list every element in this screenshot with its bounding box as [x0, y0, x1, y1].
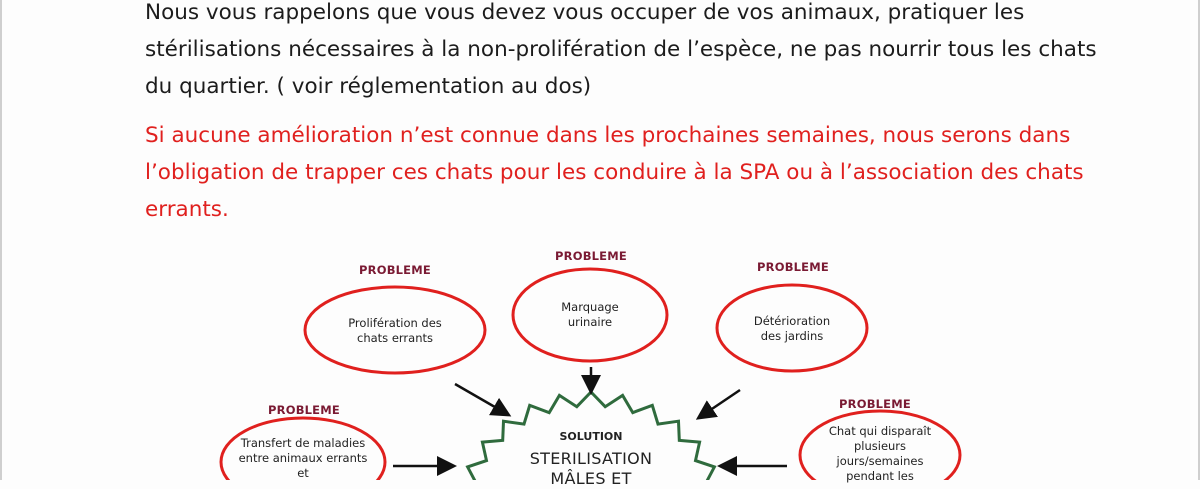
problem-label-3: PROBLEME — [757, 260, 829, 274]
warning-paragraph: Si aucune amélioration n’est connue dans les prochaines semaines, nous serons dans l’obligation de trapper ces chats pour les conduire à la SPA ou à l’association des chats errants. — [145, 123, 1084, 222]
problem-label-1: PROBLEME — [359, 263, 431, 277]
solution-label: SOLUTION — [559, 430, 623, 443]
problem-text-3: Détérioration des jardins — [753, 314, 831, 343]
problem-text-5: Chat qui disparaît plusieurs jours/semaines pendant les — [828, 424, 932, 483]
arrow-top-right — [700, 390, 740, 417]
problem-text-1: Prolifération des chats errants — [348, 316, 442, 345]
reminder-paragraph: Nous vous rappelons que vous devez vous occuper de vos animaux, pratiquer les stérilisations nécessaires à la non-prolifération de l’espèce, ne pas nourrir tous les chats du quartier. ( voir réglementation au dos) — [145, 0, 1097, 99]
problem-text-4: Transfert de maladies entre animaux errants et — [238, 436, 368, 480]
problem-label-2: PROBLEME — [555, 249, 627, 263]
arrow-top-left — [455, 384, 507, 414]
problem-label-5: PROBLEME — [839, 397, 911, 411]
solution-text: STERILISATION MÂLES ET — [529, 449, 653, 488]
problem-text-2: Marquage urinaire — [561, 300, 619, 329]
problem-label-4: PROBLEME — [268, 403, 340, 417]
